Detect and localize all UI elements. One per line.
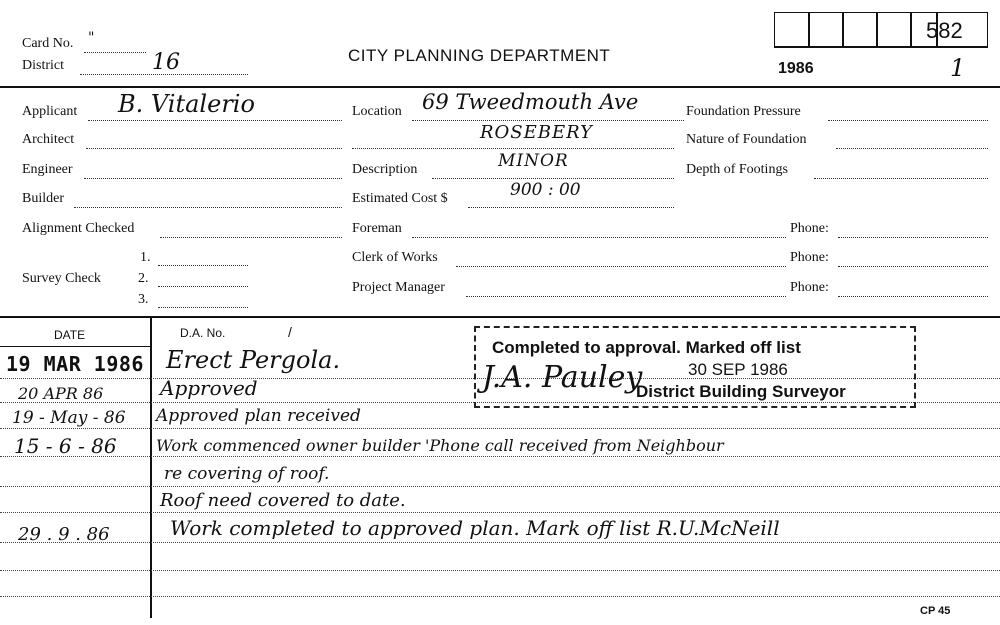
depth-of-footings-label: Depth of Footings	[686, 162, 788, 177]
clerk-of-works-label: Clerk of Works	[352, 250, 438, 265]
phone-label-3: Phone:	[790, 280, 829, 295]
phone-label-2: Phone:	[790, 250, 829, 265]
phone-label-1: Phone:	[790, 221, 829, 236]
log-column-divider	[150, 318, 152, 618]
card-no-label: Card No.	[22, 36, 74, 51]
applicant-label: Applicant	[22, 104, 78, 119]
stamp-district: District Building Surveyor	[636, 382, 846, 401]
location-value-suburb: ROSEBERY	[480, 122, 594, 143]
district-value: 16	[152, 50, 180, 75]
da-number-header: D.A. No.	[180, 326, 226, 340]
architect-label: Architect	[22, 132, 75, 147]
description-label: Description	[352, 162, 418, 177]
stamp-completed-text: Completed to approval. Marked off list	[492, 338, 801, 357]
stamp-signature: J.A. Pauley	[482, 360, 643, 395]
sub-number: 1	[950, 54, 966, 82]
form-code: CP 45	[920, 605, 951, 617]
applicant-value: B. Vitalerio	[118, 90, 255, 118]
alignment-checked-label: Alignment Checked	[22, 221, 135, 236]
log-row-7-text: Work completed to approved plan. Mark off list R.U.McNeill	[170, 516, 780, 540]
header-rule	[0, 86, 1000, 88]
estimated-cost-value: 900 : 00	[510, 180, 581, 200]
foreman-label: Foreman	[352, 221, 402, 236]
log-row-3-date: 19 - May - 86	[12, 408, 126, 428]
survey-item-3: 3.	[138, 292, 149, 307]
builder-label: Builder	[22, 191, 64, 206]
location-value: 69 Tweedmouth Ave	[422, 90, 639, 114]
year-label: 1986	[778, 60, 814, 77]
log-row-2-date: 20 APR 86	[18, 384, 104, 403]
log-row-6-text: Roof need covered to date.	[160, 490, 406, 511]
card-no-value: "	[88, 30, 95, 46]
district-label: District	[22, 58, 64, 73]
location-label: Location	[352, 104, 402, 119]
survey-check-label: Survey Check	[22, 271, 101, 286]
log-row-3-text: Approved plan received	[156, 406, 361, 426]
log-row-2-text: Approved	[160, 376, 258, 400]
log-row-4-date: 15 - 6 - 86	[14, 434, 117, 458]
log-row-7-date: 29 . 9 . 86	[18, 524, 110, 545]
log-row-1-date: 19 MAR 1986	[6, 352, 144, 376]
survey-item-2: 2.	[138, 271, 149, 286]
engineer-label: Engineer	[22, 162, 73, 177]
da-number-value: /	[288, 324, 292, 340]
foundation-pressure-label: Foundation Pressure	[686, 104, 801, 119]
date-column-header: DATE	[54, 328, 86, 342]
stamp-date: 30 SEP 1986	[688, 360, 788, 379]
project-manager-label: Project Manager	[352, 280, 445, 295]
survey-item-1: 1.	[140, 250, 151, 265]
department-title: CITY PLANNING DEPARTMENT	[348, 46, 611, 65]
log-row-4-text: Work commenced owner builder 'Phone call received from Neighbour	[156, 436, 724, 455]
log-row-1-text: Erect Pergola.	[166, 346, 341, 374]
log-row-5-text: re covering of roof.	[164, 464, 330, 484]
estimated-cost-label: Estimated Cost $	[352, 191, 448, 206]
description-value: MINOR	[498, 151, 569, 171]
nature-of-foundation-label: Nature of Foundation	[686, 132, 807, 147]
card-number: 582	[926, 18, 963, 43]
